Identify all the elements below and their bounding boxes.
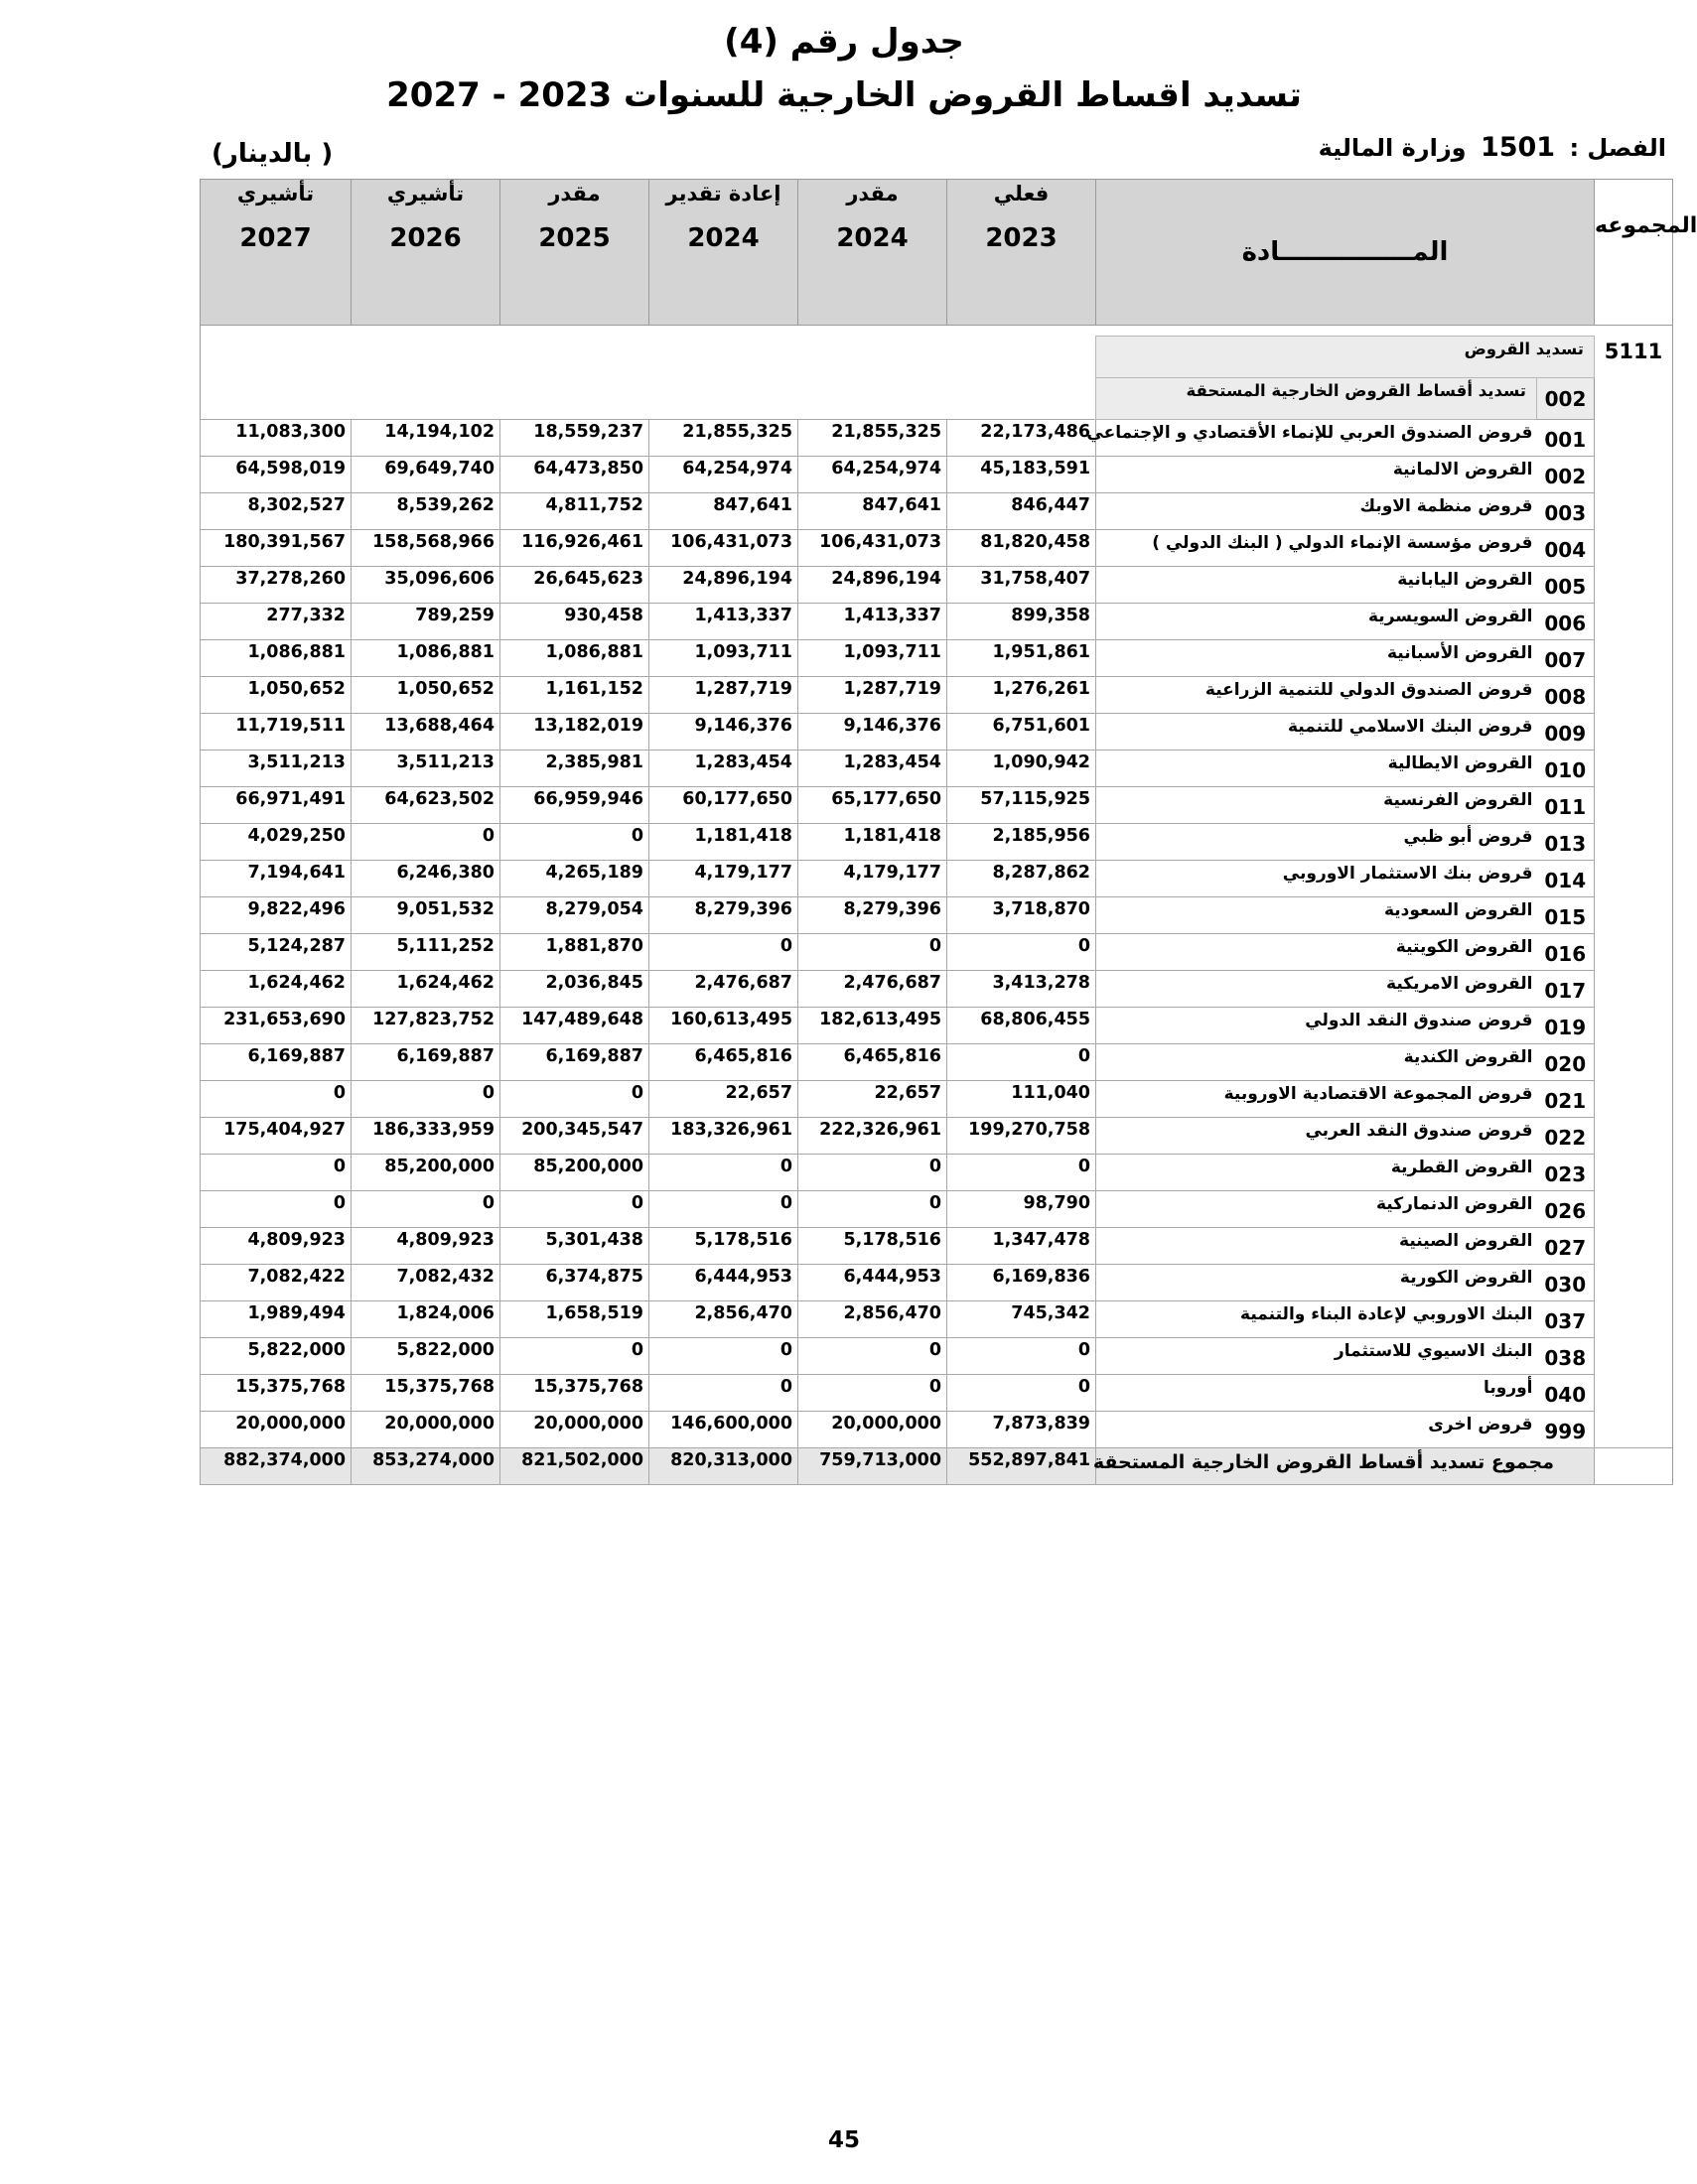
table-row	[201, 1301, 1673, 1338]
value-2025: 147,489,648	[500, 1008, 649, 1044]
value-2024-estimate: 1,287,719	[798, 677, 947, 714]
value-2023-actual: 81,820,458	[947, 530, 1096, 567]
value-2024-reestimate: 0	[649, 1375, 798, 1412]
row-code: 020	[1537, 1044, 1595, 1081]
value-2023-actual: 0	[947, 1375, 1096, 1412]
row-code: 009	[1537, 714, 1595, 751]
value-2027: 8,302,527	[201, 493, 352, 530]
subsection-name: تسديد أقساط القروض الخارجية المستحقة	[1096, 378, 1537, 420]
header-row	[201, 180, 1673, 326]
row-name: القروض الدنماركية	[1096, 1191, 1537, 1228]
table-row	[201, 714, 1673, 751]
value-2024-estimate: 182,613,495	[798, 1008, 947, 1044]
value-2024-estimate: 1,283,454	[798, 751, 947, 787]
value-2026: 789,259	[352, 604, 500, 640]
value-2027: 1,624,462	[201, 971, 352, 1008]
value-2024-estimate: 24,896,194	[798, 567, 947, 604]
value-2024-reestimate: 4,179,177	[649, 861, 798, 897]
row-code: 022	[1537, 1118, 1595, 1155]
value-2027: 5,124,287	[201, 934, 352, 971]
value-2025: 85,200,000	[500, 1155, 649, 1191]
value-2023-actual: 22,173,486	[947, 420, 1096, 457]
value-2026: 1,824,006	[352, 1301, 500, 1338]
row-name: قروض أبو ظبي	[1096, 824, 1537, 861]
row-name: قروض الصندوق الدولي للتنمية الزراعية	[1096, 677, 1537, 714]
subsection-code: 002	[1537, 378, 1595, 420]
value-2023-actual: 7,873,839	[947, 1412, 1096, 1448]
chapter-name: وزارة المالية	[1318, 134, 1467, 162]
value-2023-actual: 6,751,601	[947, 714, 1096, 751]
value-2025: 0	[500, 1191, 649, 1228]
table-row	[201, 567, 1673, 604]
value-2024-reestimate: 64,254,974	[649, 457, 798, 493]
value-2025: 64,473,850	[500, 457, 649, 493]
value-2025: 1,881,870	[500, 934, 649, 971]
value-2026: 14,194,102	[352, 420, 500, 457]
value-2027: 231,653,690	[201, 1008, 352, 1044]
value-2027: 9,822,496	[201, 897, 352, 934]
row-name: قروض صندوق النقد الدولي	[1096, 1008, 1537, 1044]
value-2024-reestimate: 22,657	[649, 1081, 798, 1118]
value-2024-reestimate: 60,177,650	[649, 787, 798, 824]
value-2023-actual: 199,270,758	[947, 1118, 1096, 1155]
table-row	[201, 824, 1673, 861]
value-2027: 20,000,000	[201, 1412, 352, 1448]
value-2024-reestimate: 5,178,516	[649, 1228, 798, 1265]
value-2027: 0	[201, 1081, 352, 1118]
value-2027: 66,971,491	[201, 787, 352, 824]
value-2024-estimate: 5,178,516	[798, 1228, 947, 1265]
row-code: 023	[1537, 1155, 1595, 1191]
value-2025: 930,458	[500, 604, 649, 640]
value-2024-reestimate: 21,855,325	[649, 420, 798, 457]
value-2024-reestimate: 9,146,376	[649, 714, 798, 751]
row-code: 037	[1537, 1301, 1595, 1338]
value-2023-actual: 6,169,836	[947, 1265, 1096, 1301]
value-2027: 1,086,881	[201, 640, 352, 677]
value-2024-estimate: 0	[798, 1155, 947, 1191]
value-2023-actual: 2,185,956	[947, 824, 1096, 861]
value-2025: 6,169,887	[500, 1044, 649, 1081]
value-2024-reestimate: 1,287,719	[649, 677, 798, 714]
col-header-2027: تأشيري 2027	[201, 180, 352, 326]
section-row	[201, 337, 1673, 378]
value-2027: 4,029,250	[201, 824, 352, 861]
value-2026: 186,333,959	[352, 1118, 500, 1155]
value-2024-estimate: 0	[798, 1338, 947, 1375]
col-header-material: المـــــــــــــــادة	[1096, 180, 1595, 326]
value-2025: 1,086,881	[500, 640, 649, 677]
value-2025: 0	[500, 1081, 649, 1118]
value-2023-actual: 0	[947, 1155, 1096, 1191]
row-name: القروض السعودية	[1096, 897, 1537, 934]
value-2023-actual: 0	[947, 1044, 1096, 1081]
row-code: 003	[1537, 493, 1595, 530]
total-2026: 853,274,000	[352, 1448, 500, 1485]
table-row	[201, 787, 1673, 824]
value-2024-reestimate: 1,413,337	[649, 604, 798, 640]
col-header-group: المجموعه	[1595, 180, 1673, 326]
subsection-row	[201, 378, 1673, 420]
value-2026: 0	[352, 1191, 500, 1228]
value-2027: 6,169,887	[201, 1044, 352, 1081]
value-2025: 1,658,519	[500, 1301, 649, 1338]
value-2027: 64,598,019	[201, 457, 352, 493]
row-name: القروض الكورية	[1096, 1265, 1537, 1301]
value-2027: 11,719,511	[201, 714, 352, 751]
table-row	[201, 1228, 1673, 1265]
value-2024-estimate: 0	[798, 934, 947, 971]
col-header-2024-reestimate: إعادة تقدير 2024	[649, 180, 798, 326]
table-row	[201, 897, 1673, 934]
value-2025: 200,345,547	[500, 1118, 649, 1155]
row-code: 015	[1537, 897, 1595, 934]
row-name: قروض الصندوق العربي للإنماء الأقتصادي و الإجتماعي	[1096, 420, 1537, 457]
value-2026: 20,000,000	[352, 1412, 500, 1448]
value-2023-actual: 98,790	[947, 1191, 1096, 1228]
value-2024-estimate: 1,413,337	[798, 604, 947, 640]
value-2024-estimate: 20,000,000	[798, 1412, 947, 1448]
value-2024-reestimate: 24,896,194	[649, 567, 798, 604]
value-2026: 3,511,213	[352, 751, 500, 787]
value-2025: 8,279,054	[500, 897, 649, 934]
value-2025: 13,182,019	[500, 714, 649, 751]
value-2026: 6,246,380	[352, 861, 500, 897]
row-code: 021	[1537, 1081, 1595, 1118]
value-2024-reestimate: 1,181,418	[649, 824, 798, 861]
value-2025: 20,000,000	[500, 1412, 649, 1448]
table-row	[201, 493, 1673, 530]
value-2025: 4,265,189	[500, 861, 649, 897]
value-2023-actual: 111,040	[947, 1081, 1096, 1118]
value-2026: 5,111,252	[352, 934, 500, 971]
table-row	[201, 751, 1673, 787]
value-2024-estimate: 1,181,418	[798, 824, 947, 861]
value-2025: 1,161,152	[500, 677, 649, 714]
table-row	[201, 1265, 1673, 1301]
row-name: القروض الكويتية	[1096, 934, 1537, 971]
value-2025: 26,645,623	[500, 567, 649, 604]
value-2024-estimate: 2,476,687	[798, 971, 947, 1008]
value-2023-actual: 1,276,261	[947, 677, 1096, 714]
value-2024-estimate: 1,093,711	[798, 640, 947, 677]
value-2024-estimate: 847,641	[798, 493, 947, 530]
row-code: 999	[1537, 1412, 1595, 1448]
row-code: 040	[1537, 1375, 1595, 1412]
value-2023-actual: 3,413,278	[947, 971, 1096, 1008]
value-2026: 0	[352, 824, 500, 861]
value-2026: 85,200,000	[352, 1155, 500, 1191]
row-name: البنك الاوروبي لإعادة البناء والتنمية	[1096, 1301, 1537, 1338]
col-header-2026: تأشيري 2026	[352, 180, 500, 326]
value-2024-reestimate: 1,283,454	[649, 751, 798, 787]
value-2024-reestimate: 0	[649, 1191, 798, 1228]
value-2027: 1,989,494	[201, 1301, 352, 1338]
value-2024-reestimate: 106,431,073	[649, 530, 798, 567]
row-code: 011	[1537, 787, 1595, 824]
value-2023-actual: 31,758,407	[947, 567, 1096, 604]
value-2027: 7,082,422	[201, 1265, 352, 1301]
table-row	[201, 640, 1673, 677]
value-2024-reestimate: 1,093,711	[649, 640, 798, 677]
value-2025: 66,959,946	[500, 787, 649, 824]
value-2027: 37,278,260	[201, 567, 352, 604]
row-code: 013	[1537, 824, 1595, 861]
row-name: قروض بنك الاستثمار الاوروبي	[1096, 861, 1537, 897]
value-2026: 5,822,000	[352, 1338, 500, 1375]
total-row	[201, 1448, 1673, 1485]
value-2024-reestimate: 183,326,961	[649, 1118, 798, 1155]
value-2024-estimate: 64,254,974	[798, 457, 947, 493]
col-header-2024-estimate: مقدر 2024	[798, 180, 947, 326]
value-2026: 64,623,502	[352, 787, 500, 824]
chapter-label: الفصل :	[1569, 134, 1666, 162]
table-row	[201, 1412, 1673, 1448]
value-2026: 158,568,966	[352, 530, 500, 567]
value-2026: 9,051,532	[352, 897, 500, 934]
value-2027: 15,375,768	[201, 1375, 352, 1412]
total-2023-actual: 552,897,841	[947, 1448, 1096, 1485]
value-2027: 5,822,000	[201, 1338, 352, 1375]
row-name: القروض القطرية	[1096, 1155, 1537, 1191]
value-2024-reestimate: 6,444,953	[649, 1265, 798, 1301]
value-2024-estimate: 0	[798, 1375, 947, 1412]
table-row	[201, 861, 1673, 897]
row-name: قروض منظمة الاوبك	[1096, 493, 1537, 530]
value-2023-actual: 1,090,942	[947, 751, 1096, 787]
chapter-number: 1501	[1480, 132, 1556, 163]
row-name: البنك الاسيوي للاستثمار	[1096, 1338, 1537, 1375]
value-2025: 15,375,768	[500, 1375, 649, 1412]
value-2027: 0	[201, 1191, 352, 1228]
value-2027: 175,404,927	[201, 1118, 352, 1155]
col-header-2025: مقدر 2025	[500, 180, 649, 326]
value-2026: 35,096,606	[352, 567, 500, 604]
value-2023-actual: 1,951,861	[947, 640, 1096, 677]
spacer-row	[201, 326, 1673, 337]
col-header-2023-actual: فعلي 2023	[947, 180, 1096, 326]
row-code: 007	[1537, 640, 1595, 677]
total-label: مجموع تسديد أقساط القروض الخارجية المستحقة	[1096, 1448, 1595, 1485]
row-code: 017	[1537, 971, 1595, 1008]
value-2027: 4,809,923	[201, 1228, 352, 1265]
value-2025: 0	[500, 824, 649, 861]
table-row	[201, 934, 1673, 971]
value-2027: 1,050,652	[201, 677, 352, 714]
row-name: القروض اليابانية	[1096, 567, 1537, 604]
currency-note: ( بالدينار)	[212, 139, 334, 169]
value-2023-actual: 745,342	[947, 1301, 1096, 1338]
group-code: 5111	[1595, 337, 1673, 420]
value-2026: 4,809,923	[352, 1228, 500, 1265]
row-name: القروض الكندية	[1096, 1044, 1537, 1081]
value-2023-actual: 0	[947, 1338, 1096, 1375]
total-2025: 821,502,000	[500, 1448, 649, 1485]
row-code: 001	[1537, 420, 1595, 457]
row-code: 027	[1537, 1228, 1595, 1265]
value-2023-actual: 899,358	[947, 604, 1096, 640]
row-code: 006	[1537, 604, 1595, 640]
row-code: 019	[1537, 1008, 1595, 1044]
value-2026: 1,624,462	[352, 971, 500, 1008]
row-code: 005	[1537, 567, 1595, 604]
value-2025: 2,036,845	[500, 971, 649, 1008]
value-2025: 4,811,752	[500, 493, 649, 530]
value-2026: 7,082,432	[352, 1265, 500, 1301]
total-2024-reestimate: 820,313,000	[649, 1448, 798, 1485]
value-2024-estimate: 6,465,816	[798, 1044, 947, 1081]
table-row	[201, 420, 1673, 457]
value-2027: 180,391,567	[201, 530, 352, 567]
row-code: 038	[1537, 1338, 1595, 1375]
value-2024-estimate: 222,326,961	[798, 1118, 947, 1155]
table-row	[201, 1118, 1673, 1155]
value-2024-estimate: 2,856,470	[798, 1301, 947, 1338]
row-name: قروض اخرى	[1096, 1412, 1537, 1448]
row-name: أوروبا	[1096, 1375, 1537, 1412]
value-2024-reestimate: 2,476,687	[649, 971, 798, 1008]
row-name: القروض الصينية	[1096, 1228, 1537, 1265]
row-name: قروض المجموعة الاقتصادية الاوروبية	[1096, 1081, 1537, 1118]
row-name: القروض الايطالية	[1096, 751, 1537, 787]
page-number: 45	[827, 2127, 860, 2153]
table-row	[201, 677, 1673, 714]
chapter-heading	[1319, 132, 1666, 163]
value-2026: 8,539,262	[352, 493, 500, 530]
section-name: تسديد القروض	[1096, 337, 1595, 378]
row-name: القروض الفرنسية	[1096, 787, 1537, 824]
table-row	[201, 1081, 1673, 1118]
value-2025: 5,301,438	[500, 1228, 649, 1265]
table-row	[201, 1155, 1673, 1191]
row-name: القروض السويسرية	[1096, 604, 1537, 640]
table-row	[201, 457, 1673, 493]
table-row	[201, 1338, 1673, 1375]
value-2024-reestimate: 0	[649, 934, 798, 971]
value-2025: 116,926,461	[500, 530, 649, 567]
value-2023-actual: 8,287,862	[947, 861, 1096, 897]
value-2023-actual: 57,115,925	[947, 787, 1096, 824]
row-name: القروض الالمانية	[1096, 457, 1537, 493]
value-2027: 11,083,300	[201, 420, 352, 457]
row-code: 026	[1537, 1191, 1595, 1228]
value-2023-actual: 68,806,455	[947, 1008, 1096, 1044]
table-row	[201, 971, 1673, 1008]
loan-repayment-table	[200, 179, 1697, 1485]
value-2024-estimate: 65,177,650	[798, 787, 947, 824]
value-2026: 6,169,887	[352, 1044, 500, 1081]
value-2024-estimate: 22,657	[798, 1081, 947, 1118]
value-2023-actual: 45,183,591	[947, 457, 1096, 493]
value-2026: 69,649,740	[352, 457, 500, 493]
row-name: قروض البنك الاسلامي للتنمية	[1096, 714, 1537, 751]
row-name: قروض صندوق النقد العربي	[1096, 1118, 1537, 1155]
row-code: 030	[1537, 1265, 1595, 1301]
value-2024-estimate: 106,431,073	[798, 530, 947, 567]
value-2026: 13,688,464	[352, 714, 500, 751]
value-2024-estimate: 8,279,396	[798, 897, 947, 934]
value-2027: 3,511,213	[201, 751, 352, 787]
value-2024-reestimate: 0	[649, 1338, 798, 1375]
row-code: 014	[1537, 861, 1595, 897]
row-name: القروض الأسبانية	[1096, 640, 1537, 677]
value-2025: 2,385,981	[500, 751, 649, 787]
table-row	[201, 530, 1673, 567]
value-2027: 0	[201, 1155, 352, 1191]
value-2025: 6,374,875	[500, 1265, 649, 1301]
table-row	[201, 604, 1673, 640]
value-2027: 7,194,641	[201, 861, 352, 897]
page-title: جدول رقم (4)	[724, 22, 964, 62]
value-2025: 0	[500, 1338, 649, 1375]
value-2024-estimate: 9,146,376	[798, 714, 947, 751]
value-2024-estimate: 6,444,953	[798, 1265, 947, 1301]
table-row	[201, 1191, 1673, 1228]
row-code: 004	[1537, 530, 1595, 567]
value-2024-reestimate: 160,613,495	[649, 1008, 798, 1044]
value-2023-actual: 3,718,870	[947, 897, 1096, 934]
value-2023-actual: 0	[947, 934, 1096, 971]
value-2024-reestimate: 2,856,470	[649, 1301, 798, 1338]
value-2024-estimate: 4,179,177	[798, 861, 947, 897]
table-row	[201, 1375, 1673, 1412]
value-2026: 15,375,768	[352, 1375, 500, 1412]
value-2024-reestimate: 847,641	[649, 493, 798, 530]
value-2026: 1,050,652	[352, 677, 500, 714]
value-2024-reestimate: 6,465,816	[649, 1044, 798, 1081]
value-2026: 0	[352, 1081, 500, 1118]
value-2024-estimate: 21,855,325	[798, 420, 947, 457]
row-code: 002	[1537, 457, 1595, 493]
row-code: 008	[1537, 677, 1595, 714]
value-2024-reestimate: 146,600,000	[649, 1412, 798, 1448]
value-2024-reestimate: 0	[649, 1155, 798, 1191]
value-2026: 1,086,881	[352, 640, 500, 677]
value-2023-actual: 1,347,478	[947, 1228, 1096, 1265]
value-2026: 127,823,752	[352, 1008, 500, 1044]
value-2024-reestimate: 8,279,396	[649, 897, 798, 934]
row-code: 016	[1537, 934, 1595, 971]
row-name: قروض مؤسسة الإنماء الدولي ( البنك الدولي )	[1096, 530, 1537, 567]
value-2025: 18,559,237	[500, 420, 649, 457]
page-subtitle: تسديد اقساط القروض الخارجية للسنوات 2023 - 2027	[386, 75, 1302, 115]
row-code: 010	[1537, 751, 1595, 787]
value-2027: 277,332	[201, 604, 352, 640]
table-row	[201, 1008, 1673, 1044]
value-2023-actual: 846,447	[947, 493, 1096, 530]
row-name: القروض الامريكية	[1096, 971, 1537, 1008]
value-2024-estimate: 0	[798, 1191, 947, 1228]
total-2027: 882,374,000	[201, 1448, 352, 1485]
table-row	[201, 1044, 1673, 1081]
total-2024-estimate: 759,713,000	[798, 1448, 947, 1485]
